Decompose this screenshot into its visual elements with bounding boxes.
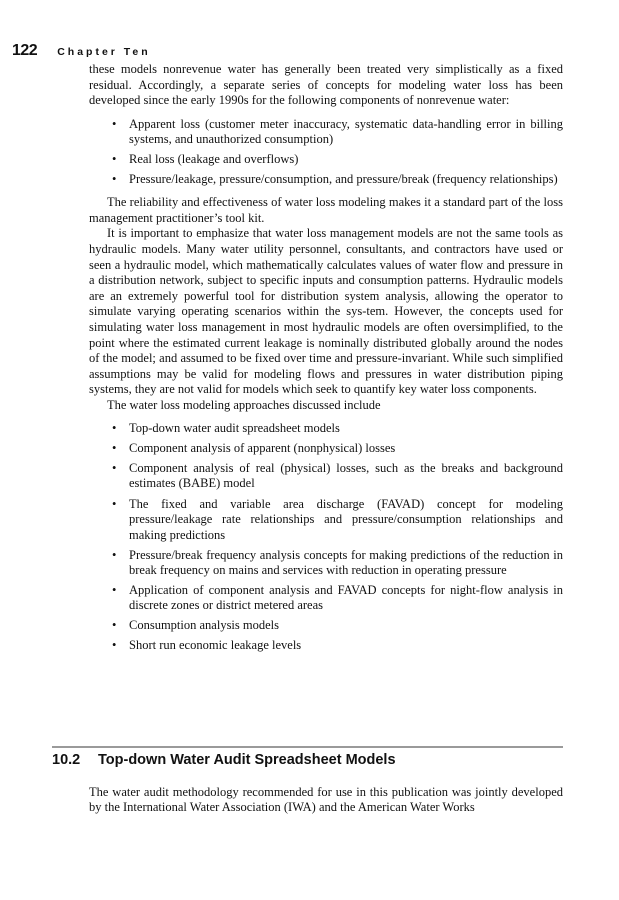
sub-list-item-text: • Consumption analysis models [129,618,279,632]
list-item [112,421,563,437]
section-number: 10.2 [52,752,81,768]
intro-paragraph: these models nonrevenue water has generally been treated very simplistically as a fixed residual. Accordingly, a separate series of concepts for modeling water loss has been developed since the early 1990s for the following components of nonrevenue water: [89,62,563,108]
list-item [112,172,563,188]
sub-list-item-text: • Pressure/break frequency analysis concepts for making predictions of the reduction in break frequency on mains and services with reduction in operating pressure [129,547,563,578]
chapter-label: Chapter Ten [57,46,151,58]
list-item-text: • Apparent loss (customer meter inaccuracy, systematic data-handling error in billing systems, and unauthorized consumption) [129,116,563,147]
sub-list-item [112,618,563,634]
hydraulic-paragraph: It is important to emphasize that water loss management models are not the same tools as hydraulic models. Many water utility personnel, consultants, and contractors have used or seen a hydraulic model, which mathematically calculates values of water flow and pressure in a distribution network, subject to specific inputs and consumption patterns. Hydraulic models are an extremely powerful tool for distribution system analysis, allowing the operator to simulate varying operating scenarios within the sys-tem. However, the concepts used for simulating water loss management in most hydraulic models are often oversimplified, to the point where the estimated current leakage is nominally distributed globally around the nodes of the model; and assumed to be fixed over time and pressure-invariant. While such simplified assumptions may be valid for modeling flows and pressures in water distribution piping systems, they are not valid for models which seek to quantify key water loss components. [89,226,563,397]
list-item [112,461,563,654]
body-text [89,62,563,661]
list-item-text: • Component analysis of real (physical) losses, such as the breaks and background estimates (BABE) model [129,460,563,491]
sub-list-item-text: • The fixed and variable area discharge (FAVAD) concept for modeling pressure/leakage rate relationships and pressure/consumption relationships and making predictions [129,496,563,543]
sub-list-item [112,638,563,654]
section-title: Top-down Water Audit Spreadsheet Models [98,752,396,768]
list-item [112,441,563,457]
page-number: 122 [12,42,38,59]
sub-approaches-list [129,497,563,653]
list-item-text: • Top-down water audit spreadsheet models [129,421,340,436]
section-body-text [89,772,563,828]
components-list [89,117,563,187]
reliability-paragraph: The reliability and effectiveness of water loss modeling makes it a standard part of the loss management practitioner’s tool kit. [89,195,563,225]
list-item [112,152,563,168]
sub-list-item-text: • Short run economic leakage levels [129,637,302,652]
running-header [12,42,151,60]
list-item-text: • Pressure/leakage, pressure/consumption, and pressure/break (frequency relationships) [129,171,558,186]
sub-list-item [112,583,563,614]
list-item-text: • Real loss (leakage and overflows) [129,151,299,166]
section-divider [52,746,563,748]
approaches-intro: The water loss modeling approaches discussed include [107,397,381,412]
sub-list-item [112,548,563,579]
section-heading [52,752,396,768]
list-item [112,117,563,148]
list-item-text: • Component analysis of apparent (nonphysical) losses [129,441,396,456]
section-paragraph: The water audit methodology recommended for use in this publication was jointly developed by the International Water Association (IWA) and the American Water Works [89,784,563,815]
sub-list-item [112,497,563,544]
approaches-list [89,421,563,653]
sub-list-item-text: • Application of component analysis and FAVAD concepts for night-flow analysis in discrete zones or district metered areas [129,582,563,613]
